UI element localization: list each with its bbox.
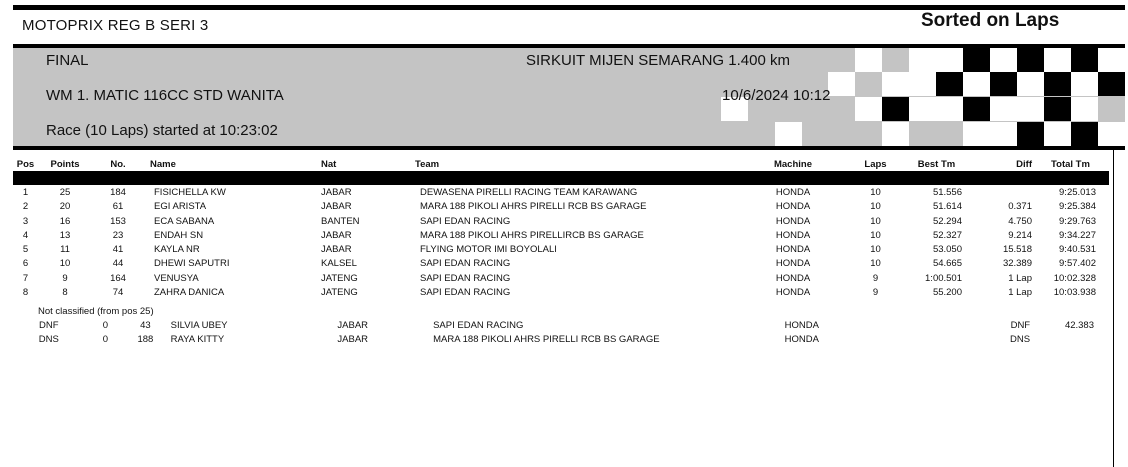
table-row <box>13 332 1109 346</box>
col-header-laps: Laps <box>864 158 887 170</box>
cell-laps: 10 <box>870 244 881 256</box>
cell-laps: 10 <box>870 258 881 270</box>
cell-pos: DNS <box>38 333 59 345</box>
not-classified-label: Not classified (from pos 25) <box>38 306 154 317</box>
col-header-best-time: Best Tm <box>917 158 956 170</box>
cell-laps: 10 <box>870 215 881 227</box>
cell-nat: JATENG <box>321 272 358 284</box>
cell-best-time <box>906 318 969 332</box>
cell-nat: JABAR <box>337 333 369 345</box>
cell-name: ECA SABANA <box>154 215 215 227</box>
cell-diff: 15.518 <box>1002 244 1032 256</box>
cell-pos: 6 <box>22 258 29 270</box>
col-header-diff: Diff <box>1016 158 1032 170</box>
session-datetime: 10/6/2024 10:12 <box>722 87 831 104</box>
cell-machine: HONDA <box>775 201 811 213</box>
cell-total-time: 10:03.938 <box>1053 287 1096 299</box>
class-name: WM 1. MATIC 116CC STD WANITA <box>46 87 284 104</box>
cell-machine: HONDA <box>775 258 811 270</box>
cell-team: MARA 188 PIKOLI AHRS PIRELLI RCB BS GARAGE <box>433 333 660 345</box>
session-info-band <box>13 48 1125 146</box>
cell-no: 188 <box>137 333 154 345</box>
cell-best-time: 51.556 <box>932 186 962 198</box>
cell-diff: 4.750 <box>1008 215 1032 227</box>
cell-no: 43 <box>140 319 151 331</box>
cell-laps: 10 <box>870 186 881 198</box>
cell-points: 20 <box>59 201 71 213</box>
cell-nat: BANTEN <box>321 215 360 227</box>
session-stage: FINAL <box>46 52 89 69</box>
cell-pos: DNF <box>39 319 59 331</box>
table-row <box>13 318 1109 332</box>
col-header-machine: Machine <box>773 158 812 170</box>
col-header-no: No. <box>110 158 126 170</box>
table-row <box>13 271 1109 285</box>
cell-pos: 1 <box>22 186 29 198</box>
table-row <box>13 242 1109 256</box>
cell-laps: 10 <box>870 229 881 241</box>
cell-laps: 10 <box>870 201 881 213</box>
cell-total-time: 9:29.763 <box>1059 215 1096 227</box>
right-border <box>1113 150 1114 467</box>
cell-team: SAPI EDAN RACING <box>420 215 511 227</box>
cell-name: VENUSYA <box>154 272 199 284</box>
cell-diff: 1 Lap <box>1008 272 1032 284</box>
cell-nat: JABAR <box>321 244 352 256</box>
cell-name: SILVIA UBEY <box>170 319 228 331</box>
cell-points: 10 <box>59 258 71 270</box>
results-table <box>13 157 1109 300</box>
cell-total-time: 9:40.531 <box>1059 244 1096 256</box>
cell-nat: JABAR <box>321 229 352 241</box>
table-header-row <box>13 157 1109 171</box>
cell-pos: 5 <box>22 244 29 256</box>
cell-machine: HONDA <box>775 186 811 198</box>
table-row <box>13 285 1109 299</box>
cell-best-time: 52.327 <box>932 229 962 241</box>
cell-no: 164 <box>110 272 126 284</box>
cell-machine: HONDA <box>775 215 811 227</box>
table-row <box>13 257 1109 271</box>
cell-total-time <box>1032 332 1109 346</box>
cell-team: MARA 188 PIKOLI AHRS PIRELLI RCB BS GARAGE <box>420 201 647 213</box>
cell-machine: HONDA <box>775 287 811 299</box>
table-row <box>13 228 1109 242</box>
cell-laps <box>854 332 906 346</box>
cell-points: 13 <box>59 229 71 241</box>
cell-laps <box>854 318 906 332</box>
cell-pos: 8 <box>22 287 29 299</box>
cell-points: 8 <box>62 287 68 299</box>
cell-team: MARA 188 PIKOLI AHRS PIRELLIRCB BS GARAGE <box>420 229 644 241</box>
cell-diff: 32.389 <box>1002 258 1032 270</box>
cell-nat: KALSEL <box>321 258 357 270</box>
band-bottom-rule <box>13 146 1125 150</box>
cell-name: ENDAH SN <box>154 229 204 241</box>
col-header-name: Name <box>150 158 176 170</box>
cell-laps: 9 <box>872 287 879 299</box>
cell-best-time <box>906 332 969 346</box>
cell-nat: JABAR <box>321 201 352 213</box>
col-header-team: Team <box>415 158 440 170</box>
cell-best-time: 53.050 <box>932 244 962 256</box>
cell-name: FISICHELLA KW <box>154 186 226 198</box>
col-header-nat: Nat <box>321 158 337 170</box>
cell-team: SAPI EDAN RACING <box>420 258 511 270</box>
cell-points: 9 <box>62 272 68 284</box>
cell-diff: DNS <box>1010 333 1031 345</box>
cell-diff <box>970 185 1032 199</box>
cell-diff: 0.371 <box>1008 201 1032 213</box>
cell-points: 16 <box>59 215 71 227</box>
cell-points: 0 <box>102 333 109 345</box>
cell-machine: HONDA <box>775 272 811 284</box>
col-header-pos: Pos <box>16 158 35 170</box>
cell-diff: 1 Lap <box>1008 287 1032 299</box>
cell-pos: 4 <box>22 229 29 241</box>
cell-name: RAYA KITTY <box>170 333 225 345</box>
not-classified-table <box>13 318 1109 347</box>
cell-machine: HONDA <box>775 229 811 241</box>
sort-label: Sorted on Laps <box>921 10 1060 31</box>
cell-no: 44 <box>112 258 124 270</box>
table-row <box>13 200 1109 214</box>
cell-name: KAYLA NR <box>154 244 200 256</box>
cell-no: 153 <box>110 215 126 227</box>
cell-team: SAPI EDAN RACING <box>420 287 511 299</box>
cell-nat: JATENG <box>321 287 358 299</box>
event-title: MOTOPRIX REG B SERI 3 <box>22 17 209 34</box>
cell-no: 61 <box>112 201 124 213</box>
col-header-total-time: Total Tm <box>1051 158 1090 170</box>
cell-team: FLYING MOTOR IMI BOYOLALI <box>420 244 557 256</box>
cell-best-time: 54.665 <box>932 258 962 270</box>
cell-no: 184 <box>110 186 126 198</box>
cell-team: DEWASENA PIRELLI RACING TEAM KARAWANG <box>420 186 638 198</box>
cell-no: 74 <box>112 287 124 299</box>
cell-nat: JABAR <box>321 186 352 198</box>
cell-no: 41 <box>112 244 124 256</box>
cell-total-time: 9:25.384 <box>1059 201 1096 213</box>
cell-diff: 9.214 <box>1008 229 1032 241</box>
cell-best-time: 1:00.501 <box>925 272 962 284</box>
cell-pos: 2 <box>22 201 29 213</box>
cell-name: DHEWI SAPUTRI <box>154 258 230 270</box>
col-header-points: Points <box>50 158 80 170</box>
cell-laps: 9 <box>872 272 879 284</box>
cell-team: SAPI EDAN RACING <box>433 319 524 331</box>
cell-team: SAPI EDAN RACING <box>420 272 511 284</box>
cell-machine: HONDA <box>784 319 819 331</box>
cell-total-time: 42.383 <box>1064 319 1094 331</box>
cell-pos: 7 <box>22 272 29 284</box>
cell-pos: 3 <box>22 215 29 227</box>
cell-total-time: 9:34.227 <box>1059 229 1096 241</box>
cell-best-time: 52.294 <box>932 215 962 227</box>
cell-name: ZAHRA DANICA <box>154 287 225 299</box>
cell-total-time: 9:57.402 <box>1059 258 1096 270</box>
cell-nat: JABAR <box>337 319 369 331</box>
cell-machine: HONDA <box>784 333 819 345</box>
cell-total-time: 10:02.328 <box>1053 272 1096 284</box>
header-underline <box>13 171 1109 185</box>
cell-name: EGI ARISTA <box>154 201 207 213</box>
cell-total-time: 9:25.013 <box>1059 186 1096 198</box>
cell-no: 23 <box>112 229 124 241</box>
cell-diff: DNF <box>1010 319 1031 331</box>
cell-best-time: 55.200 <box>932 287 962 299</box>
cell-best-time: 51.614 <box>932 201 962 213</box>
cell-points: 0 <box>102 319 109 331</box>
circuit-name: SIRKUIT MIJEN SEMARANG 1.400 km <box>526 52 790 69</box>
cell-points: 11 <box>60 244 70 256</box>
table-row <box>13 214 1109 228</box>
cell-machine: HONDA <box>775 244 811 256</box>
race-info: Race (10 Laps) started at 10:23:02 <box>46 122 278 139</box>
cell-points: 25 <box>59 186 71 198</box>
table-row <box>13 185 1109 199</box>
